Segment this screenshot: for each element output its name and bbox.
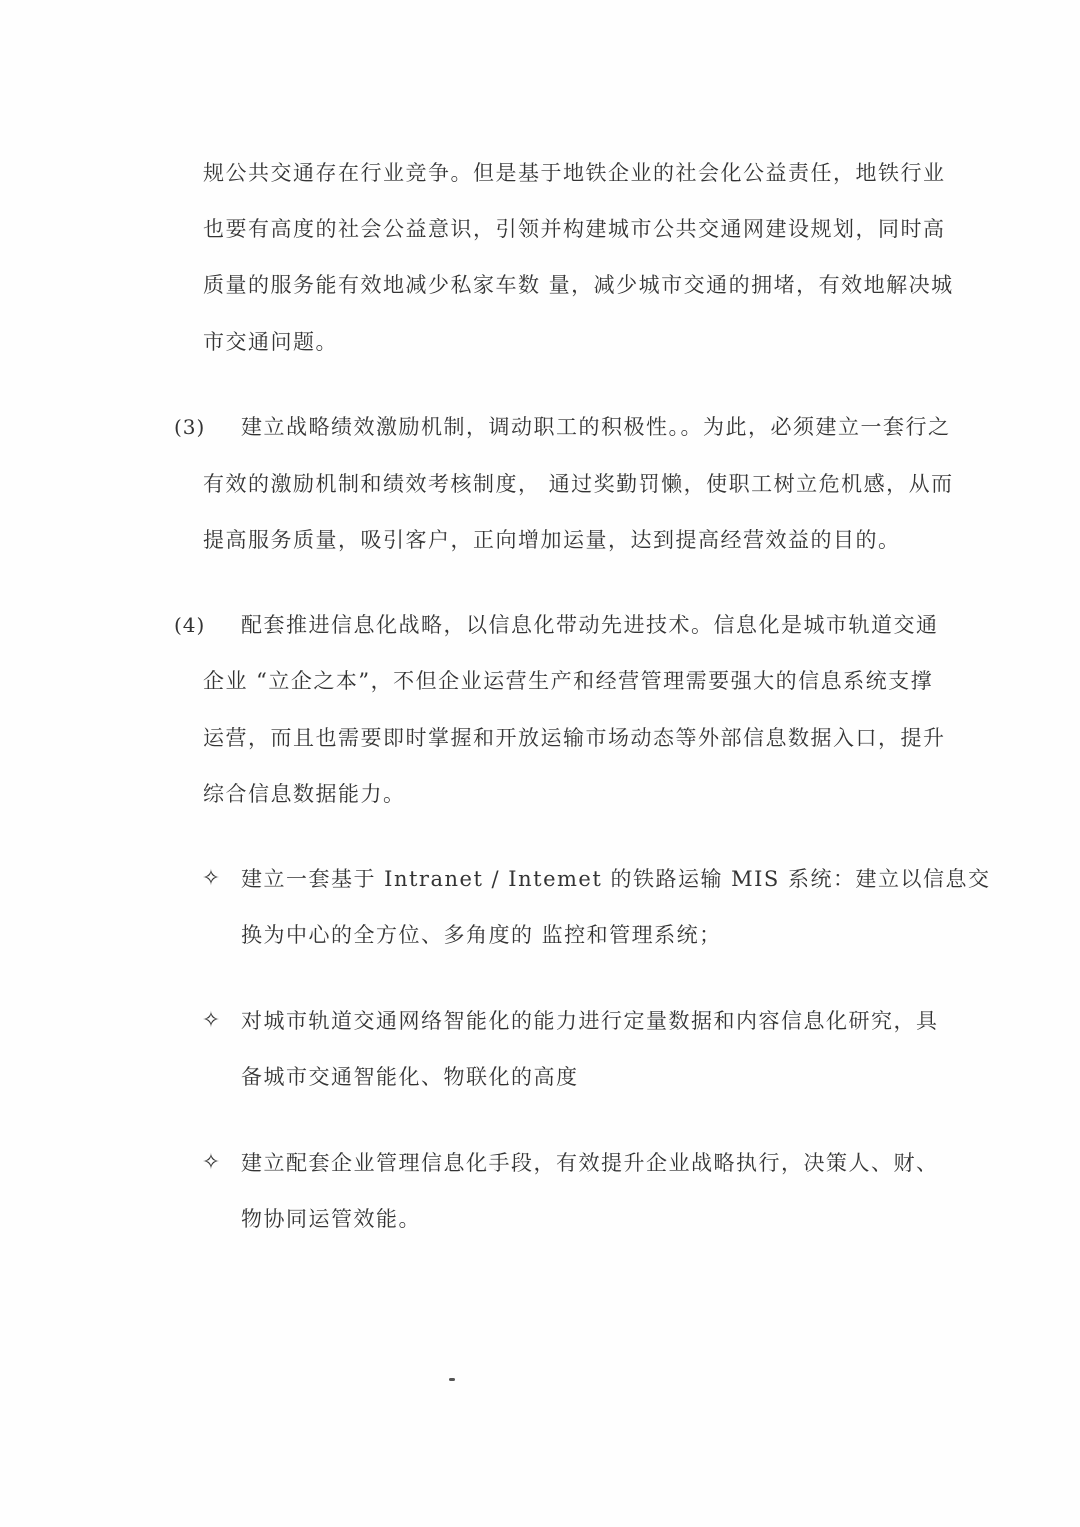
text-line: 物协同运管效能。 (241, 1207, 421, 1231)
text-line: 建立一套基于 Intranet / Intemet 的铁路运输 MIS 系统：建立以信息交 (241, 867, 991, 891)
item-number: (3) (174, 415, 206, 439)
text-line: 运营，而且也需要即时掌握和开放运输市场动态等外部信息数据入口，提升 (203, 726, 946, 750)
item-number: (4) (174, 613, 206, 637)
text-line: 对城市轨道交通网络智能化的能力进行定量数据和内容信息化研究，具 (241, 1009, 939, 1033)
diamond-bullet-icon: ✧ (201, 1150, 221, 1175)
text-line: 质量的服务能有效地减少私家车数 量，减少城市交通的拥堵，有效地解决城 (203, 273, 954, 297)
text-line: 提高服务质量，吸引客户，正向增加运量，达到提高经营效益的目的。 (203, 528, 901, 552)
text-line: 建立配套企业管理信息化手段，有效提升企业战略执行，决策人、财、 (241, 1151, 939, 1175)
text-line: 市交通问题。 (203, 330, 338, 354)
text-line: 企业 “立企之本”，不但企业运营生产和经营管理需要强大的信息系统支撑 (203, 669, 934, 693)
diamond-bullet-icon: ✧ (201, 866, 221, 891)
text-line: 配套推进信息化战略，以信息化带动先进技术。信息化是城市轨道交通 (241, 613, 939, 637)
text-line: 换为中心的全方位、多角度的 监控和管理系统； (241, 923, 722, 947)
text-line: 建立战略绩效激励机制，调动职工的积极性。。为此，必须建立一套行之 (241, 415, 951, 439)
text-line: 有效的激励机制和绩效考核制度， 通过奖勤罚懒，使职工树立危机感，从而 (203, 472, 954, 496)
text-line: 也要有高度的社会公益意识，引领并构建城市公共交通网建设规划，同时高 (203, 217, 946, 241)
text-line: 备城市交通智能化、物联化的高度 (241, 1065, 579, 1089)
page-mark (449, 1378, 455, 1381)
diamond-bullet-icon: ✧ (201, 1008, 221, 1033)
text-line: 规公共交通存在行业竞争。但是基于地铁企业的社会化公益责任，地铁行业 (203, 161, 946, 185)
text-line: 综合信息数据能力。 (203, 782, 406, 806)
